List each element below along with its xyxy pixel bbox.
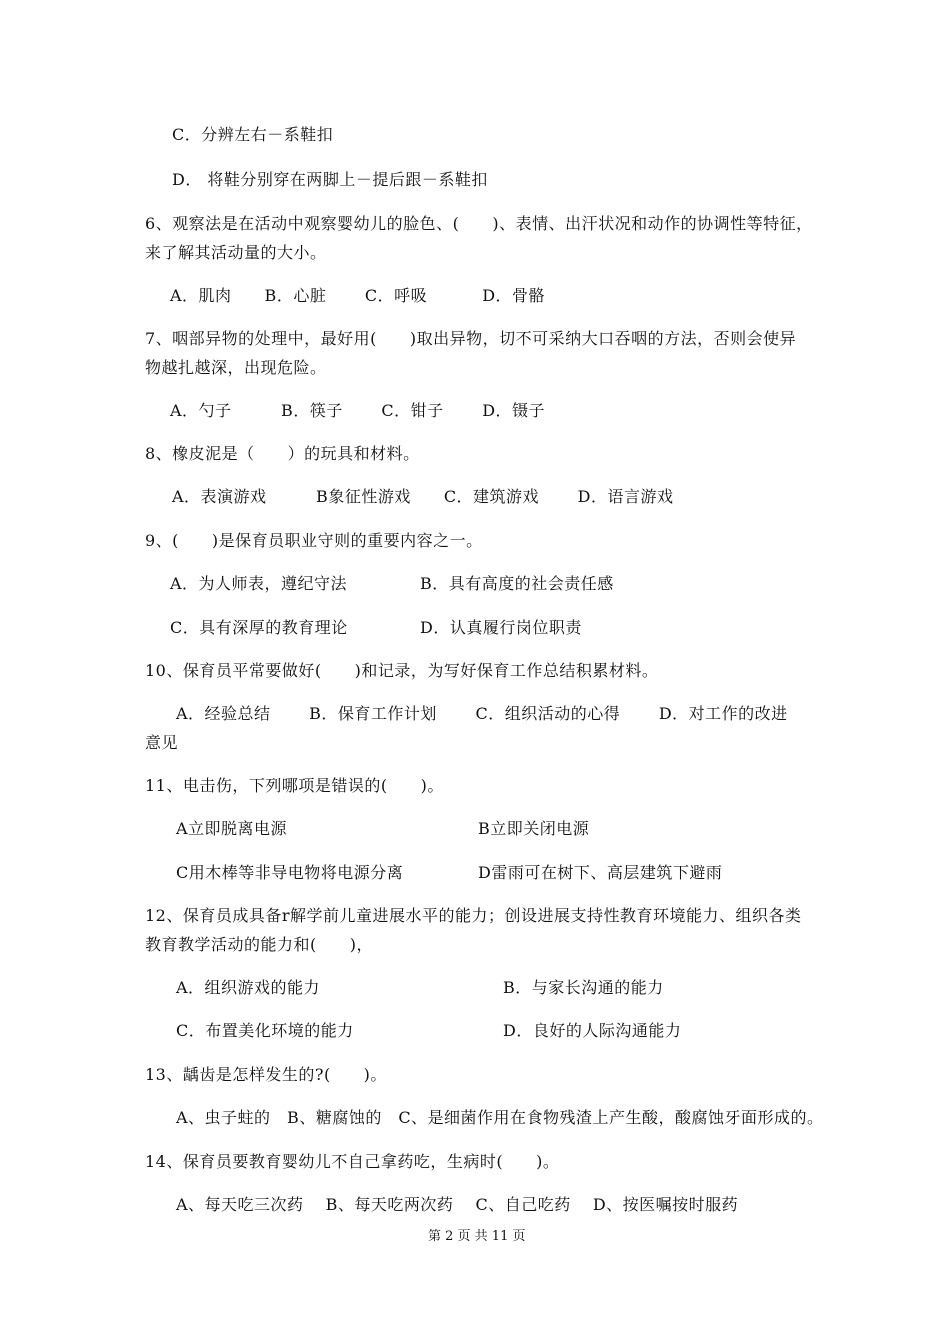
page-number-footer: 第 2 页 共 11 页: [428, 1229, 526, 1244]
q6-stem-line-2: 来了解其活动量的大小。: [145, 243, 327, 262]
q7-stem-line-1: 7、咽部异物的处理中，最好用( )取出异物，切不可采纳大口吞咽的方法，否则会使异: [145, 329, 797, 348]
q9-stem: 9、( )是保育员职业守则的重要内容之一。: [145, 531, 483, 550]
q12-option-a: A．组织游戏的能力: [176, 978, 321, 997]
q5-option-c: C．分辨左右－系鞋扣: [172, 125, 334, 144]
q13-stem: 13、龋齿是怎样发生的?( )。: [145, 1065, 387, 1084]
q10-options: A．经验总结 B．保育工作计划 C．组织活动的心得 D．对工作的改进: [176, 704, 788, 723]
q9-option-c: C．具有深厚的教育理论: [170, 618, 348, 637]
q9-option-a: A．为人师表，遵纪守法: [170, 574, 348, 593]
q5-option-d: D． 将鞋分别穿在两脚上－提后跟－系鞋扣: [172, 170, 488, 189]
q14-options: A、每天吃三次药 B、每天吃两次药 C、自己吃药 D、按医嘱按时服药: [176, 1195, 739, 1214]
q7-options: A．勺子 B．筷子 C．钳子 D．镊子: [170, 401, 546, 420]
q8-options: A．表演游戏 B象征性游戏 C．建筑游戏 D．语言游戏: [172, 487, 674, 506]
q12-option-d: D．良好的人际沟通能力: [503, 1021, 682, 1040]
q11-option-c: C用木棒等非导电物将电源分离: [176, 863, 404, 882]
q14-stem: 14、保育员要教育婴幼儿不自己拿药吃，生病时( )。: [145, 1152, 560, 1171]
q10-options-continued: 意见: [145, 733, 179, 752]
q11-stem: 11、电击伤，下列哪项是错误的( )。: [145, 776, 444, 795]
q7-stem-line-2: 物越扎越深，出现危险。: [145, 358, 327, 377]
q12-option-c: C．布置美化环境的能力: [176, 1021, 354, 1040]
q9-option-d: D．认真履行岗位职责: [420, 618, 582, 637]
q12-stem-line-1: 12、保育员成具备r解学前儿童进展水平的能力；创设进展支持性教育环境能力、组织各类: [145, 906, 802, 925]
q10-stem: 10、保育员平常要做好( )和记录，为写好保育工作总结积累材料。: [145, 661, 659, 680]
q11-option-a: A立即脱离电源: [176, 819, 288, 838]
q8-stem: 8、橡皮泥是（ ）的玩具和材料。: [145, 444, 420, 463]
q13-options: A、虫子蛀的 B、糖腐蚀的 C、是细菌作用在食物残渣上产生酸，酸腐蚀牙面形成的。: [176, 1108, 824, 1127]
q12-option-b: B．与家长沟通的能力: [503, 978, 664, 997]
q9-option-b: B．具有高度的社会责任感: [420, 574, 614, 593]
q11-option-b: B立即关闭电源: [478, 819, 590, 838]
q6-options: A．肌肉 B．心脏 C．呼吸 D．骨骼: [170, 286, 546, 305]
q11-option-d: D雷雨可在树下、高层建筑下避雨: [478, 863, 723, 882]
q6-stem-line-1: 6、观察法是在活动中观察婴幼儿的脸色、( )、表情、出汗状况和动作的协调性等特征，: [145, 214, 813, 233]
q12-stem-line-2: 教育教学活动的能力和( )，: [145, 935, 373, 954]
